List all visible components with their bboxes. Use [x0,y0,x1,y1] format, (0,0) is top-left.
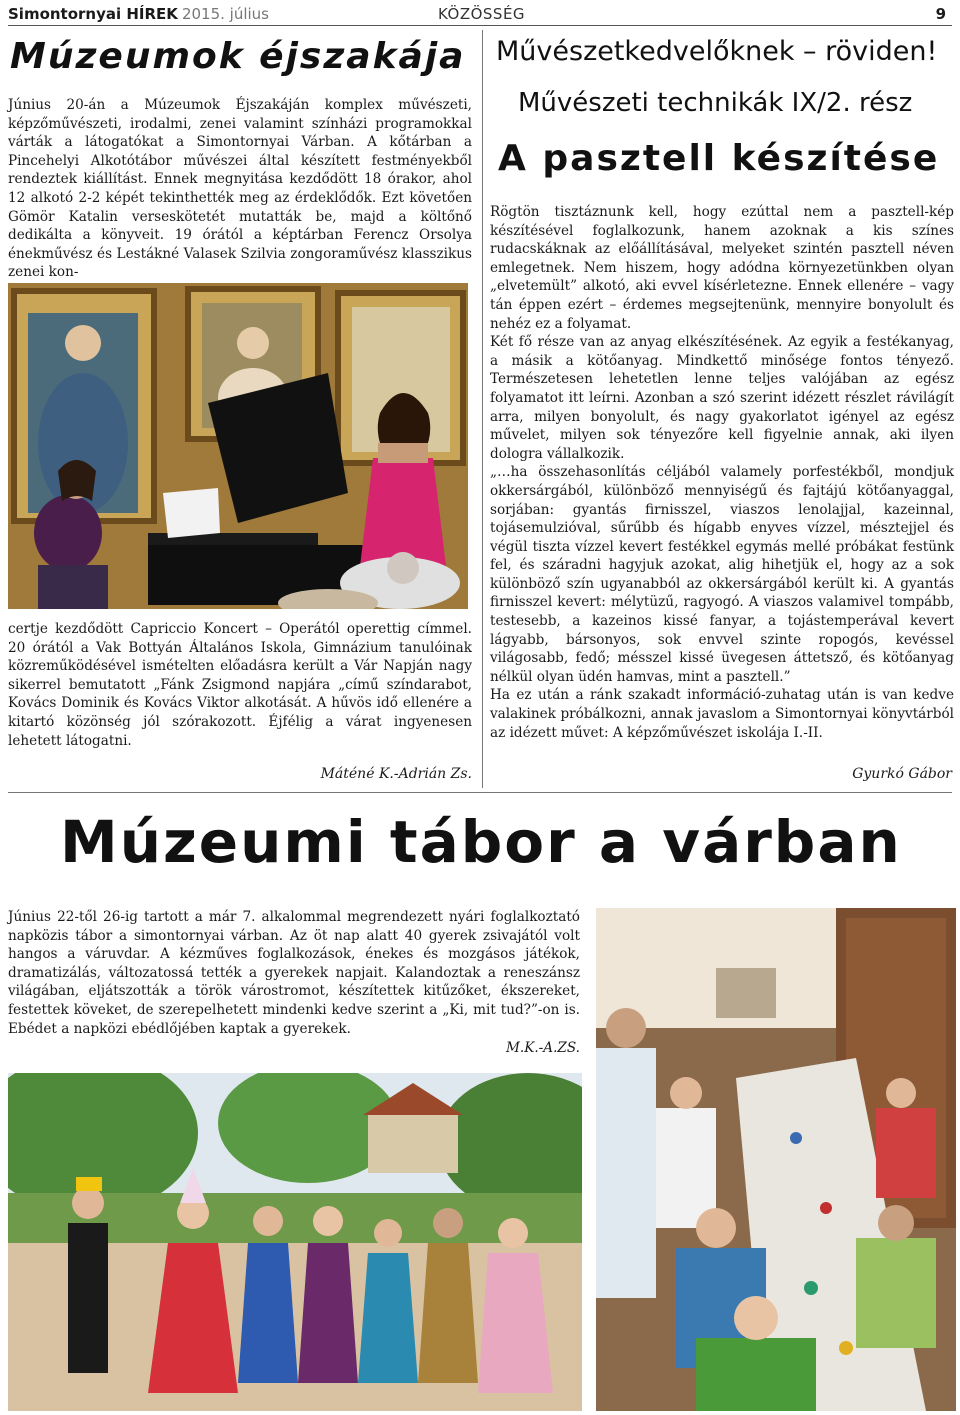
children-costume-photo [8,1073,582,1411]
column-divider [482,30,483,788]
article3-paragraph: Június 22-től 26-ig tartott a már 7. alkalommal megrendezett nyári foglalkoztató napközis tábor a simontornyai várban. Az öt nap alatt 40 gyerek zsivajától volt hangos a váruvdar. A kézműves foglalkozások, énekes és mozgásos játékok, dramatizálás, változatossá tették a gyerekek napjait. Kalandoztak a reneszánsz világában, eljátszották a török várostromot, készítettek kitűzőket, ékszereket, festettek köveket, de szerepelhetett mindenki kedve szerint a „Ki, mit tud?”-on is. Ebédet a napközi ebédlőjében kaptak a gyerekek. [8,909,580,1037]
article2-quote: „…ha összehasonlítás céljából valamely porfestékből, mondjuk okkersárgából, különböző mennyiségű és fajtájú kötőanyaggal, sorjában: gyantás firnisszel, viaszos lenolajjal, kazeinnal, tojásemulzióval, sűrűbb és hígabb enyves vízzel, mésztejjel és végül tiszta vízzel kevert festékkel egymás mellé próbákat festünk fel, és száradni hagyjuk azokat, alig hihetjük el, hogy az a sok különböző szín ugyanabból az okkersárgából került ki. A gyantás firnisszel kevert: mélytüzű, ragyogó. A viaszos valamivel tompább, testesebb, a kazeinos kissé fanyar, a tojástemperával kevert lágyabb, bársonyos, sok envvel szinte ropogós, kevéssel világosabb, fedő; mésszel kissé üvegesen áttetsző, és kötőanyag nélkül olyan üdén hamvas, mint a pasztell.” [490,464,954,685]
page-header [8,4,952,26]
concert-photo [8,283,468,609]
article1-paragraph: Június 20-án a Múzeumok Éjszakáján komplex művészeti, képzőművészeti, irodalmi, zenei valamint színházi programokkal várták a látogatókat a Simontornyai Várban. A kőtárban a Pincehelyi Alkotótábor művészei által készített festményekből rendeztek kiállítást. Ennek megnyitása kezdődött 18 órakor, ahol 12 alkotó 2-2 képét tekinthették meg az érdeklődők. Ezt követően Gömör Katalin verseskötetét mutatták be, majd a költőnő dedikálta a könyveit. 19 órától a képtárban Ferencz Orsolya énekművész és Lestákné Valasek Szilvia zongoraművész klasszikus zenei kon- [8,97,472,281]
article2-paragraph: Rögtön tisztáznunk kell, hogy ezúttal nem a pasztell-kép készítésével foglalkozunk, hanem azoknak a kis színes rudacskáknak az előállításával, melyeket szintén pasztell néven emlegetnek. Nem hiszem, hogy adódna környezetünkben olyan „elvetemült” alkotó, aki evvel kísérletezne. Ennek ellenére – vagy tán éppen ezért – érdemes megsejtenünk, mennyire bonyolult és nehéz ez a folyamat. [490,204,954,332]
article1-signature: Máténé K.-Adrián Zs. [320,766,472,782]
article1-paragraph-continued: certje kezdődött Capriccio Koncert – Operától operettig címmel. 20 órától a Vak Bottyán Általános Iskola, Gimnázium tanulóinak közreműködésével ismételten előadásra került a Vár Napján nagy sikerrel bemutatott „Fánk Zsigmond napjára „című színdarabot, Kovács Dominik és Kovács Viktor alkotását. A hűvös idő ellenére a kitartó közönség jól szórakozott. Éjfélig a várat ingyenesen lehetett látogatni. [8,621,472,749]
article2-subtitle: Művészeti technikák IX/2. rész [518,88,913,118]
page-number: 9 [935,5,946,23]
section-divider [8,792,952,793]
article2-kicker: Művészetkedvelőknek – röviden! [496,36,938,67]
publication-name: Simontornyai HÍREK 2015. július [8,5,269,23]
section-name: KÖZÖSSÉG [438,5,526,23]
article2-paragraph: Ha ez után a ránk szakadt információ-zuhatag után is van kedve valakinek próbálkozni, annak javaslom a Simontornyai könyvtárból az idézett művet: A képzőművészet iskolája I.-II. [490,687,954,741]
article-title-muzeumok: Múzeumok éjszakája [10,36,466,77]
article-title-pasztell: A pasztell készítése [498,138,940,179]
children-crafting-photo [596,908,956,1411]
article3-signature: M.K.-A.ZS. [505,1040,580,1056]
issue-date: 2015. július [181,5,269,23]
article2-body [490,203,954,742]
article2-paragraph: Két fő része van az anyag elkészítésének. Az egyik a festékanyag, a másik a kötőanyag. Mindkettő minősége fontos tényező. Természetesen lehetetlen lenne teljes valójában az egész folyamatot itt leírni. Azonban a szó szerint idézett részlet rávilágít arra, milyen bonyolult, és nagy gyakorlatot igényel az egész művelet, milyen sok tényezőre kell figyelnie annak, aki ilyen dologra vállalkozik. [490,334,954,462]
article2-signature: Gyurkó Gábor [852,766,952,782]
article-title-tabor: Múzeumi tábor a várban [60,808,902,876]
